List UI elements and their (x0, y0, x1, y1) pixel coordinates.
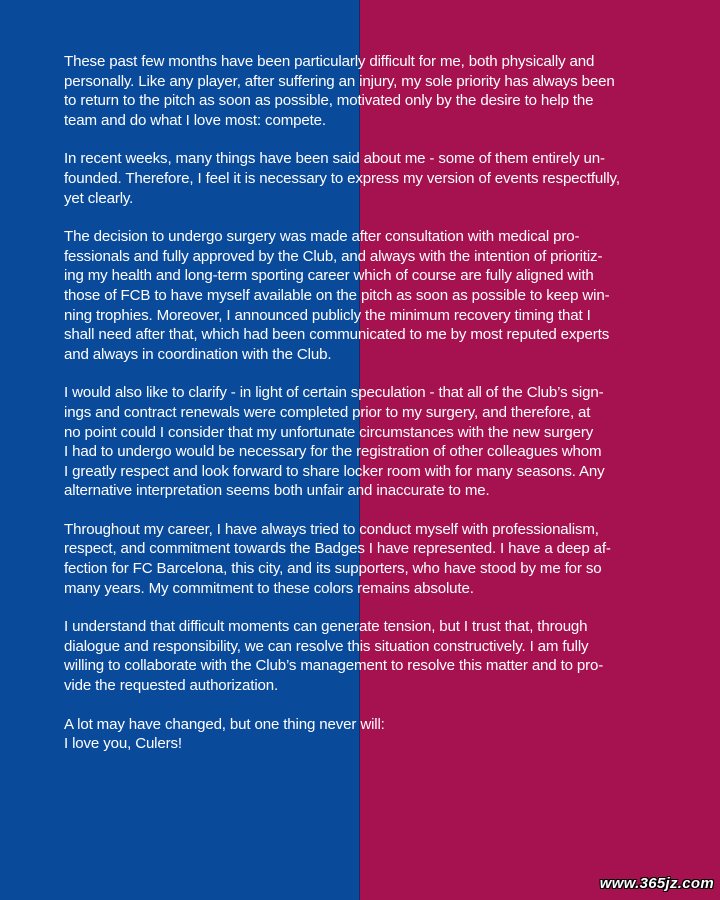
paragraph-4 (64, 383, 676, 501)
text-line: A lot may have changed, but one thing never will: (64, 715, 385, 733)
text-line: I understand that difficult moments can generate tension, but I trust that, through (64, 618, 588, 636)
text-line: ning trophies. Moreover, I announced publicly the minimum recovery timing that I (64, 306, 591, 324)
text-line: fessionals and fully approved by the Club, and always with the intention of prioritiz- (64, 247, 603, 265)
paragraph-1 (64, 52, 676, 130)
paragraph-3 (64, 227, 676, 364)
text-line: I would also like to clarify - in light of certain speculation - that all of the Club’s sign- (64, 384, 604, 402)
text-line: Throughout my career, I have always tried to conduct myself with professionalism, (64, 520, 599, 538)
text-line: The decision to undergo surgery was made after consultation with medical pro- (64, 228, 580, 246)
text-line: fection for FC Barcelona, this city, and its supporters, who have stood by me for so (64, 560, 602, 578)
text-line: those of FCB to have myself available on the pitch as soon as possible to keep win- (64, 286, 610, 304)
text-line: founded. Therefore, I feel it is necessary to express my version of events respectfully, (64, 169, 620, 187)
text-line: ing my health and long-term sporting career which of course are fully aligned with (64, 267, 594, 285)
text-line: In recent weeks, many things have been said about me - some of them entirely un- (64, 150, 605, 168)
text-line: no point could I consider that my unfortunate circumstances with the new surgery (64, 423, 594, 441)
text-line: I greatly respect and look forward to share locker room with for many seasons. Any (64, 462, 605, 480)
statement-letter (64, 52, 676, 773)
paragraph-5 (64, 520, 676, 598)
text-line: and always in coordination with the Club. (64, 345, 332, 363)
text-line: I had to undergo would be necessary for the registration of other colleagues whom (64, 443, 602, 461)
paragraph-6 (64, 617, 676, 695)
text-line: alternative interpretation seems both unfair and inaccurate to me. (64, 482, 490, 500)
text-line: personally. Like any player, after suffering an injury, my sole priority has always been (64, 72, 615, 90)
paragraph-7 (64, 715, 676, 754)
text-line: willing to collaborate with the Club’s management to resolve this matter and to pro- (64, 657, 604, 675)
text-line: to return to the pitch as soon as possible, motivated only by the desire to help the (64, 92, 594, 110)
text-line: dialogue and responsibility, we can resolve this situation constructively. I am fully (64, 637, 589, 655)
text-line: I love you, Culers! (64, 735, 182, 753)
text-line: respect, and commitment towards the Badges I have represented. I have a deep af- (64, 540, 611, 558)
paragraph-2 (64, 149, 676, 208)
text-line: team and do what I love most: compete. (64, 111, 326, 129)
text-line: many years. My commitment to these colors remains absolute. (64, 579, 474, 597)
text-line: shall need after that, which had been communicated to me by most reputed experts (64, 326, 610, 344)
watermark: www.365jz.com (599, 875, 714, 892)
text-line: ings and contract renewals were completed prior to my surgery, and therefore, at (64, 403, 591, 421)
text-line: vide the requested authorization. (64, 677, 279, 695)
text-line: These past few months have been particularly difficult for me, both physically and (64, 53, 595, 70)
text-line: yet clearly. (64, 189, 134, 207)
